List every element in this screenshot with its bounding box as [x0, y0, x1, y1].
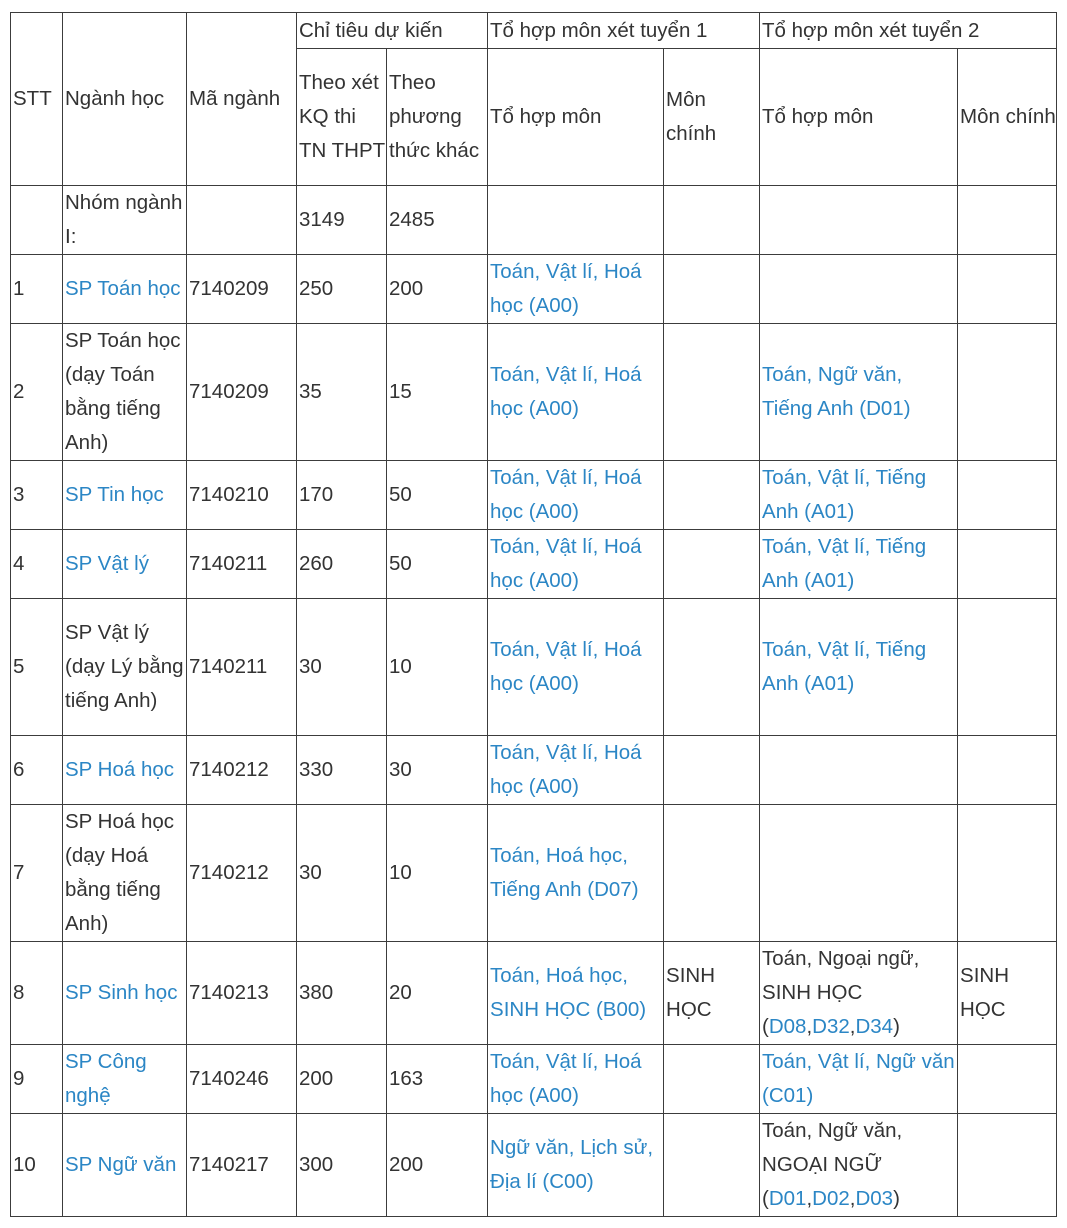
- theo-khac-value: 50: [389, 552, 412, 575]
- to-hop-1-link[interactable]: Toán, Vật lí, Hoá học (A00): [490, 260, 642, 317]
- ma-nganh-value: 7140213: [189, 981, 269, 1004]
- to-hop-2-code-link[interactable]: D01: [768, 1187, 807, 1210]
- to-hop-2-link[interactable]: Toán, Ngữ văn, Tiếng Anh (D01): [762, 363, 911, 420]
- theo-xet-value: 250: [299, 277, 334, 300]
- cell-theo-khac: [387, 461, 488, 530]
- cell-to-hop-2[interactable]: [760, 1045, 958, 1114]
- header-ma-nganh: Mã ngành: [187, 13, 297, 186]
- stt-value: 9: [13, 1067, 25, 1090]
- group-ma: [187, 186, 297, 255]
- cell-theo-xet: [297, 255, 387, 324]
- cell-stt: [11, 805, 63, 942]
- nganh-link[interactable]: SP Vật lý: [65, 552, 149, 575]
- theo-xet-value: 260: [299, 552, 334, 575]
- ma-nganh-value: 7140246: [189, 1067, 269, 1090]
- cell-theo-khac: [387, 736, 488, 805]
- cell-to-hop-2[interactable]: [760, 461, 958, 530]
- cell-mon-chinh-1: [664, 942, 760, 1045]
- group-stt: [11, 186, 63, 255]
- cell-mon-chinh-2: [958, 324, 1057, 461]
- admissions-table: [10, 12, 1057, 1217]
- header-mon-chinh-1: Môn chính: [664, 49, 760, 186]
- cell-nganh[interactable]: [63, 530, 187, 599]
- cell-to-hop-1[interactable]: [488, 1045, 664, 1114]
- cell-mon-chinh-1: [664, 530, 760, 599]
- cell-stt: [11, 324, 63, 461]
- cell-mon-chinh-1: [664, 324, 760, 461]
- cell-mon-chinh-1: [664, 1114, 760, 1217]
- header-to-hop-mon-1: Tổ hợp môn: [488, 49, 664, 186]
- to-hop-2-text: Toán, Ngoại ngữ, SINH HỌC (: [762, 947, 920, 1038]
- header-chi-tieu: Chỉ tiêu dự kiến: [297, 13, 488, 49]
- cell-ma-nganh: [187, 599, 297, 736]
- cell-mon-chinh-2: [958, 599, 1057, 736]
- cell-stt: [11, 255, 63, 324]
- cell-mon-chinh-1: [664, 255, 760, 324]
- ma-nganh-value: 7140210: [189, 483, 269, 506]
- theo-khac-value: 200: [389, 277, 424, 300]
- theo-khac-value: 10: [389, 655, 412, 678]
- cell-mon-chinh-1: [664, 599, 760, 736]
- header-theo-xet: Theo xét KQ thi TN THPT: [297, 49, 387, 186]
- cell-theo-khac: [387, 805, 488, 942]
- cell-ma-nganh: [187, 1045, 297, 1114]
- cell-ma-nganh: [187, 324, 297, 461]
- mon-chinh-1-value: SINH HỌC: [666, 964, 715, 1021]
- stt-value: 5: [13, 655, 25, 678]
- header-to-hop-mon-2: Tổ hợp môn: [760, 49, 958, 186]
- to-hop-2-code-link[interactable]: D34: [855, 1015, 894, 1038]
- table-row: [11, 942, 1057, 1045]
- to-hop-1-link[interactable]: Toán, Vật lí, Hoá học (A00): [490, 466, 642, 523]
- table-row: [11, 1045, 1057, 1114]
- cell-mon-chinh-2: [958, 805, 1057, 942]
- cell-to-hop-1[interactable]: [488, 736, 664, 805]
- group-theo-xet: 3149: [297, 186, 387, 255]
- to-hop-2-code-link[interactable]: D03: [855, 1187, 894, 1210]
- cell-to-hop-1[interactable]: [488, 805, 664, 942]
- nganh-text: SP Toán học (dạy Toán bằng tiếng Anh): [65, 329, 181, 454]
- nganh-link[interactable]: SP Toán học: [65, 277, 181, 300]
- cell-nganh[interactable]: [63, 461, 187, 530]
- code-separator: ,: [849, 1187, 856, 1210]
- group-theo-khac: 2485: [387, 186, 488, 255]
- to-hop-1-link[interactable]: Toán, Hoá học, SINH HỌC (B00): [490, 964, 647, 1021]
- to-hop-2-link[interactable]: Toán, Vật lí, Tiếng Anh (A01): [762, 466, 927, 523]
- cell-nganh: [63, 324, 187, 461]
- cell-to-hop-2[interactable]: [760, 530, 958, 599]
- theo-khac-value: 10: [389, 861, 412, 884]
- cell-theo-khac: [387, 1114, 488, 1217]
- cell-mon-chinh-2: [958, 461, 1057, 530]
- cell-theo-xet: [297, 1045, 387, 1114]
- code-separator: ,: [806, 1015, 813, 1038]
- cell-mon-chinh-1: [664, 736, 760, 805]
- to-hop-1-link[interactable]: Toán, Vật lí, Hoá học (A00): [490, 741, 642, 798]
- to-hop-2-code-link[interactable]: D02: [812, 1187, 850, 1210]
- cell-mon-chinh-2: [958, 736, 1057, 805]
- stt-value: 7: [13, 861, 25, 884]
- cell-theo-xet: [297, 736, 387, 805]
- nganh-link[interactable]: SP Hoá học: [65, 758, 175, 781]
- cell-ma-nganh: [187, 530, 297, 599]
- theo-xet-value: 35: [299, 380, 322, 403]
- group-th2: [760, 186, 958, 255]
- cell-ma-nganh: [187, 942, 297, 1045]
- theo-khac-value: 163: [389, 1067, 424, 1090]
- cell-stt: [11, 599, 63, 736]
- theo-xet-value: 30: [299, 861, 322, 884]
- table-row: [11, 324, 1057, 461]
- cell-nganh[interactable]: [63, 1045, 187, 1114]
- table-row: [11, 599, 1057, 736]
- stt-value: 6: [13, 758, 25, 781]
- theo-khac-value: 200: [389, 1153, 424, 1176]
- to-hop-2-link[interactable]: Toán, Vật lí, Ngữ văn (C01): [762, 1050, 955, 1107]
- group-mc2: [958, 186, 1057, 255]
- cell-nganh: [63, 599, 187, 736]
- cell-theo-khac: [387, 599, 488, 736]
- cell-nganh[interactable]: [63, 942, 187, 1045]
- stt-value: 4: [13, 552, 25, 575]
- group-th1: [488, 186, 664, 255]
- nganh-link[interactable]: SP Sinh học: [65, 981, 178, 1004]
- cell-nganh[interactable]: [63, 1114, 187, 1217]
- cell-mon-chinh-1: [664, 1045, 760, 1114]
- to-hop-1-link[interactable]: Toán, Vật lí, Hoá học (A00): [490, 535, 642, 592]
- cell-to-hop-2: [760, 255, 958, 324]
- nganh-text: SP Vật lý (dạy Lý bằng tiếng Anh): [65, 621, 184, 712]
- nganh-link[interactable]: SP Công nghệ: [65, 1050, 147, 1107]
- ma-nganh-value: 7140211: [189, 655, 268, 678]
- to-hop-2-code-link[interactable]: D08: [768, 1015, 807, 1038]
- cell-theo-xet: [297, 805, 387, 942]
- stt-value: 8: [13, 981, 25, 1004]
- cell-to-hop-1[interactable]: [488, 1114, 664, 1217]
- cell-mon-chinh-1: [664, 461, 760, 530]
- header-mon-chinh-2: Môn chính: [958, 49, 1057, 186]
- cell-to-hop-2: [760, 736, 958, 805]
- cell-to-hop-1[interactable]: [488, 599, 664, 736]
- theo-xet-value: 300: [299, 1153, 334, 1176]
- cell-theo-xet: [297, 530, 387, 599]
- ma-nganh-value: 7140217: [189, 1153, 269, 1176]
- stt-value: 10: [13, 1153, 36, 1176]
- theo-xet-value: 330: [299, 758, 334, 781]
- to-hop-2-link[interactable]: Toán, Vật lí, Tiếng Anh (A01): [762, 535, 927, 592]
- cell-theo-khac: [387, 255, 488, 324]
- cell-theo-khac: [387, 324, 488, 461]
- theo-khac-value: 15: [389, 380, 412, 403]
- cell-to-hop-2: [760, 1114, 958, 1217]
- header-to-hop-1: Tổ hợp môn xét tuyển 1: [488, 13, 760, 49]
- ma-nganh-value: 7140212: [189, 861, 269, 884]
- cell-mon-chinh-2: [958, 1114, 1057, 1217]
- cell-to-hop-1[interactable]: [488, 530, 664, 599]
- cell-mon-chinh-2: [958, 530, 1057, 599]
- theo-khac-value: 30: [389, 758, 412, 781]
- group-name: Nhóm ngành I:: [63, 186, 187, 255]
- cell-ma-nganh: [187, 805, 297, 942]
- header-theo-phuong-thuc: Theo phương thức khác: [387, 49, 488, 186]
- cell-to-hop-2: [760, 805, 958, 942]
- stt-value: 1: [13, 277, 25, 300]
- cell-theo-khac: [387, 942, 488, 1045]
- cell-ma-nganh: [187, 461, 297, 530]
- to-hop-1-link[interactable]: Toán, Vật lí, Hoá học (A00): [490, 363, 642, 420]
- theo-khac-value: 20: [389, 981, 412, 1004]
- header-nganh-hoc: Ngành học: [63, 13, 187, 186]
- table-row: [11, 805, 1057, 942]
- cell-stt: [11, 1045, 63, 1114]
- ma-nganh-value: 7140209: [189, 277, 269, 300]
- cell-ma-nganh: [187, 736, 297, 805]
- cell-mon-chinh-2: [958, 255, 1057, 324]
- cell-to-hop-1[interactable]: [488, 942, 664, 1045]
- to-hop-1-link[interactable]: Ngữ văn, Lịch sử, Địa lí (C00): [490, 1136, 654, 1193]
- theo-xet-value: 30: [299, 655, 322, 678]
- cell-to-hop-1[interactable]: [488, 324, 664, 461]
- to-hop-1-link[interactable]: Toán, Vật lí, Hoá học (A00): [490, 1050, 642, 1107]
- table-row: [11, 530, 1057, 599]
- cell-nganh[interactable]: [63, 255, 187, 324]
- to-hop-2-suffix: ): [893, 1015, 900, 1038]
- cell-stt: [11, 736, 63, 805]
- to-hop-2-text: Toán, Ngữ văn, NGOẠI NGỮ (: [762, 1119, 903, 1210]
- code-separator: ,: [849, 1015, 856, 1038]
- ma-nganh-value: 7140211: [189, 552, 268, 575]
- header-row-1: [11, 13, 1057, 49]
- ma-nganh-value: 7140212: [189, 758, 269, 781]
- group-row: [11, 186, 1057, 255]
- to-hop-1-link[interactable]: Toán, Vật lí, Hoá học (A00): [490, 638, 642, 695]
- cell-nganh: [63, 805, 187, 942]
- table-row: [11, 461, 1057, 530]
- to-hop-2-link[interactable]: Toán, Vật lí, Tiếng Anh (A01): [762, 638, 927, 695]
- cell-to-hop-1[interactable]: [488, 255, 664, 324]
- cell-mon-chinh-2: [958, 1045, 1057, 1114]
- cell-to-hop-2[interactable]: [760, 324, 958, 461]
- nganh-text: SP Hoá học (dạy Hoá bằng tiếng Anh): [65, 810, 175, 935]
- table-row: [11, 736, 1057, 805]
- group-mc1: [664, 186, 760, 255]
- cell-stt: [11, 530, 63, 599]
- cell-mon-chinh-2: [958, 942, 1057, 1045]
- cell-theo-xet: [297, 942, 387, 1045]
- cell-theo-xet: [297, 324, 387, 461]
- cell-mon-chinh-1: [664, 805, 760, 942]
- cell-theo-xet: [297, 599, 387, 736]
- to-hop-2-suffix: ): [893, 1187, 900, 1210]
- header-stt: STT: [11, 13, 63, 186]
- ma-nganh-value: 7140209: [189, 380, 269, 403]
- code-separator: ,: [806, 1187, 813, 1210]
- nganh-link[interactable]: SP Ngữ văn: [65, 1153, 177, 1176]
- cell-theo-xet: [297, 1114, 387, 1217]
- cell-ma-nganh: [187, 255, 297, 324]
- nganh-link[interactable]: SP Tin học: [65, 483, 164, 506]
- cell-theo-xet: [297, 461, 387, 530]
- theo-xet-value: 170: [299, 483, 334, 506]
- cell-ma-nganh: [187, 1114, 297, 1217]
- cell-to-hop-2: [760, 942, 958, 1045]
- cell-theo-khac: [387, 1045, 488, 1114]
- table-row: [11, 1114, 1057, 1217]
- header-to-hop-2: Tổ hợp môn xét tuyển 2: [760, 13, 1057, 49]
- cell-to-hop-1[interactable]: [488, 461, 664, 530]
- stt-value: 2: [13, 380, 25, 403]
- cell-stt: [11, 461, 63, 530]
- theo-khac-value: 50: [389, 483, 412, 506]
- cell-to-hop-2[interactable]: [760, 599, 958, 736]
- mon-chinh-2-value: SINH HỌC: [960, 964, 1009, 1021]
- theo-xet-value: 380: [299, 981, 334, 1004]
- to-hop-1-link[interactable]: Toán, Hoá học, Tiếng Anh (D07): [490, 844, 639, 901]
- cell-nganh[interactable]: [63, 736, 187, 805]
- theo-xet-value: 200: [299, 1067, 334, 1090]
- table-row: [11, 255, 1057, 324]
- to-hop-2-code-link[interactable]: D32: [812, 1015, 850, 1038]
- cell-theo-khac: [387, 530, 488, 599]
- cell-stt: [11, 942, 63, 1045]
- cell-stt: [11, 1114, 63, 1217]
- stt-value: 3: [13, 483, 25, 506]
